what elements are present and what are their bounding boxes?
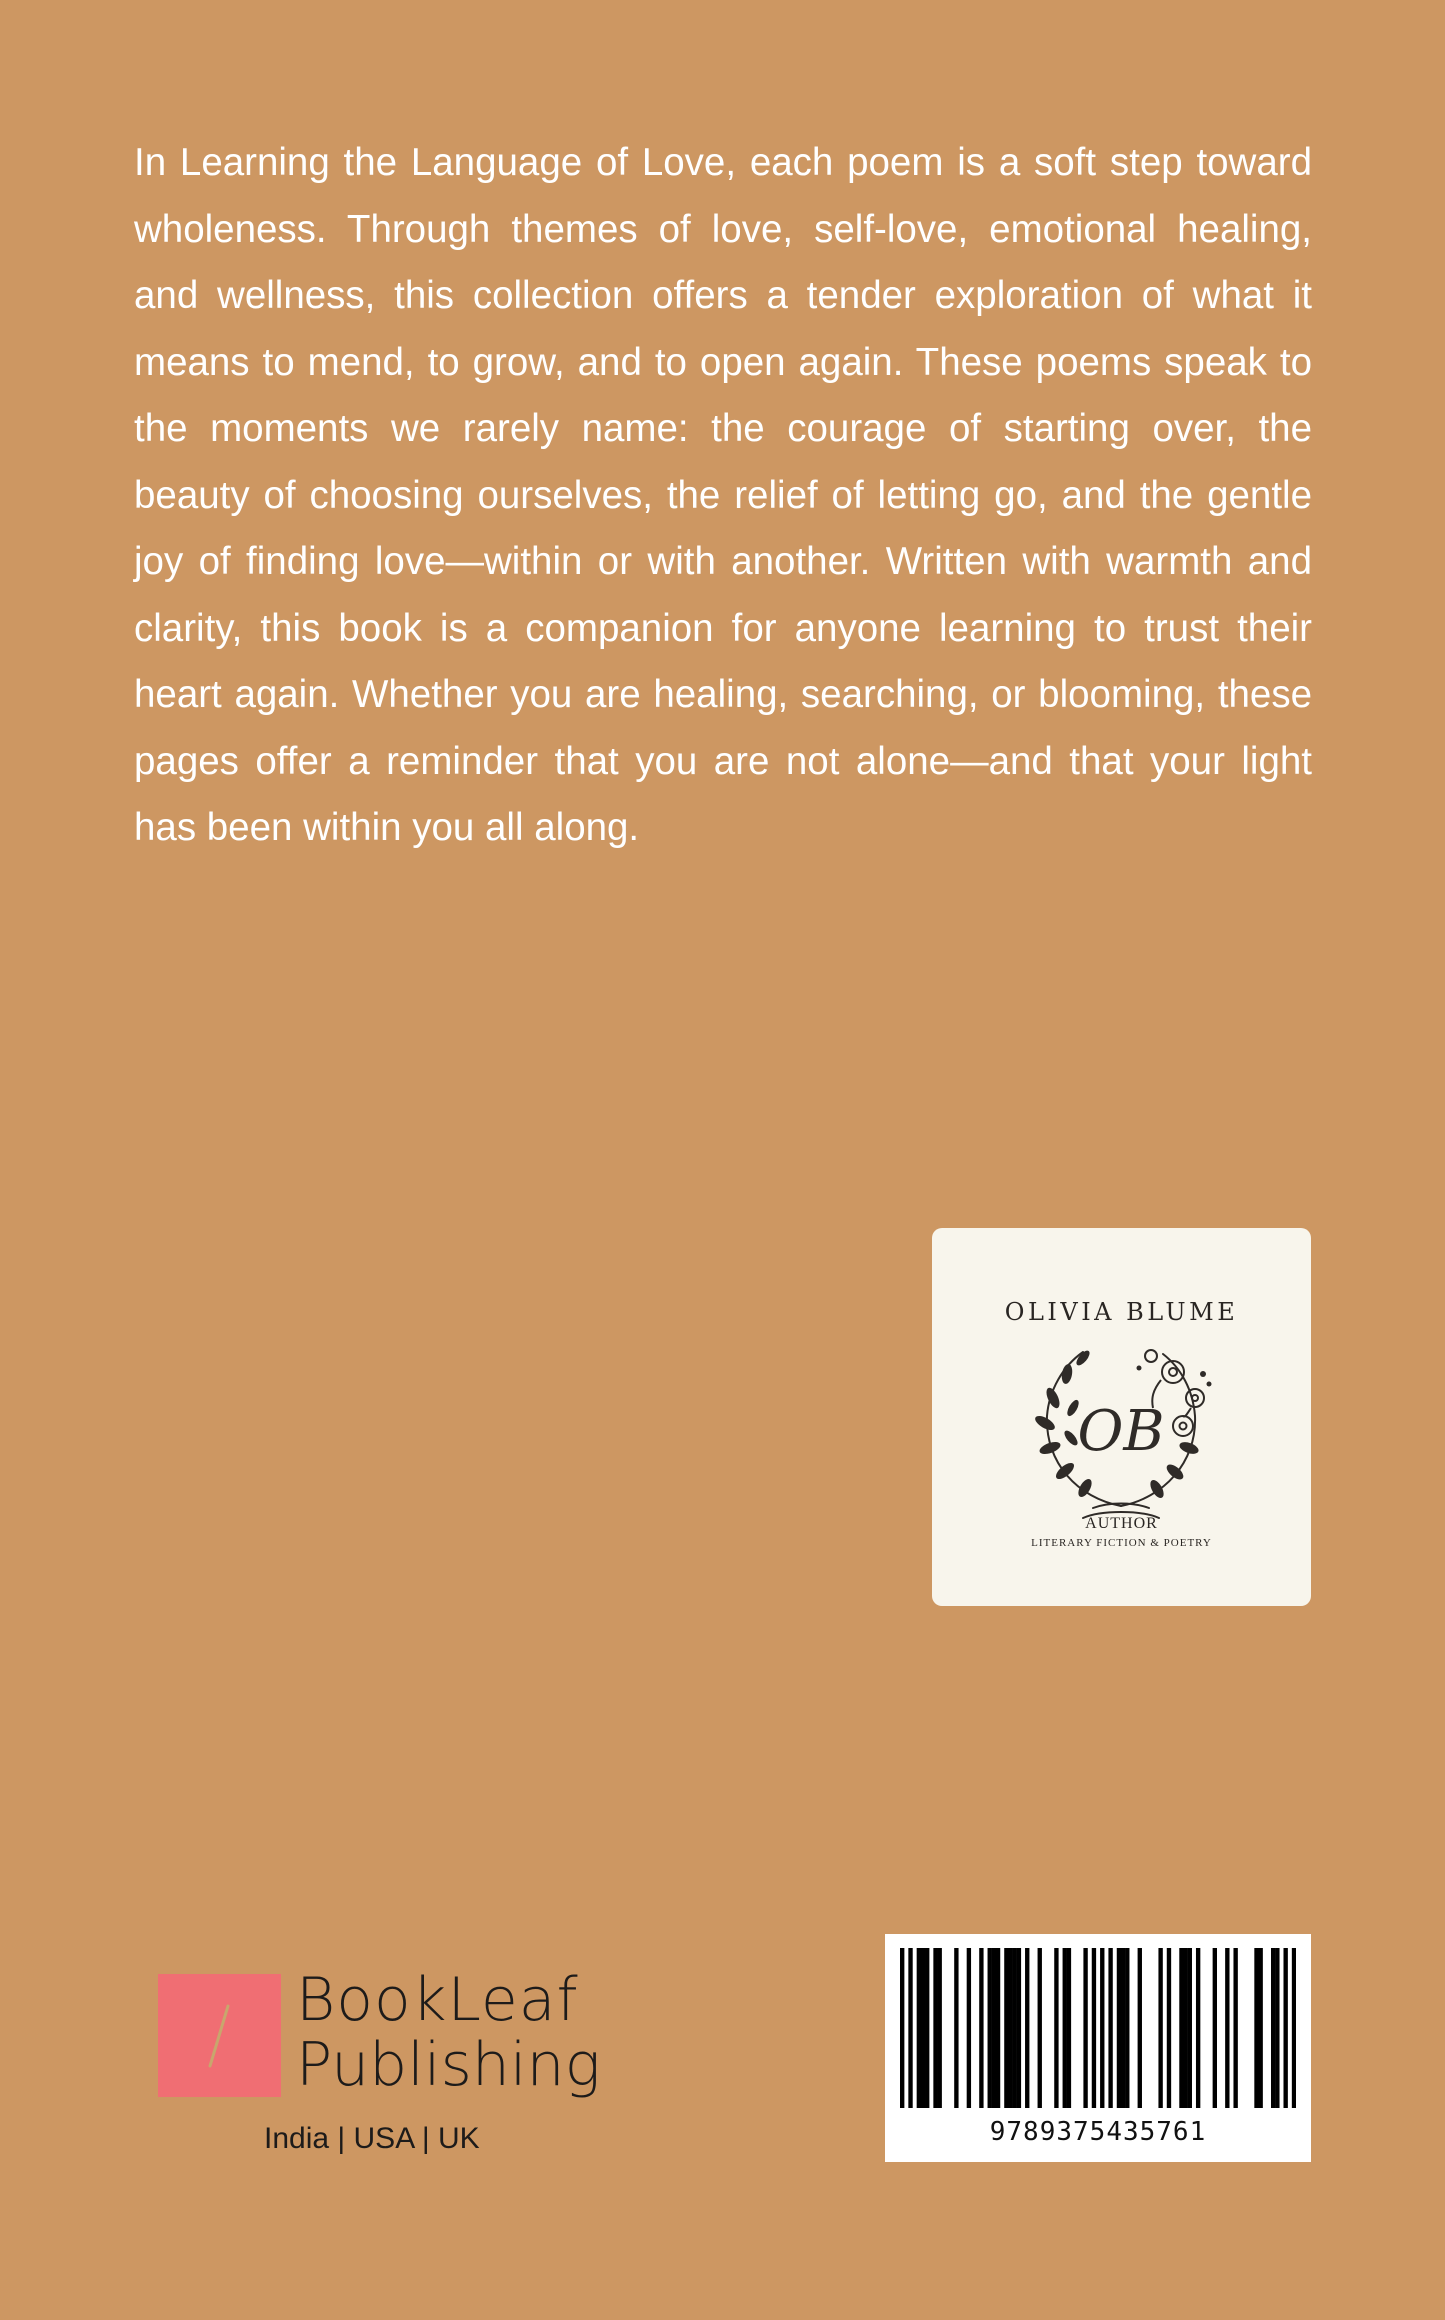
publisher-leaf-icon (158, 1974, 281, 2097)
barcode-bars (900, 1948, 1296, 2108)
barcode-bar (1213, 1948, 1217, 2108)
publisher-name-line2: Publishing (296, 2030, 601, 2100)
barcode-bar (1254, 1948, 1258, 2108)
barcode-bar (1017, 1948, 1021, 2108)
barcode-bar (1108, 1948, 1112, 2108)
barcode-bar (1013, 1948, 1017, 2108)
barcode-bar (996, 1948, 1000, 2108)
barcode-bar (1167, 1948, 1171, 2108)
barcode-bar (1158, 1948, 1162, 2108)
author-role: AUTHOR (1085, 1515, 1158, 1532)
barcode-bar (979, 1948, 983, 2108)
barcode-bar (1179, 1948, 1183, 2108)
barcode-bar (1138, 1948, 1142, 2108)
publisher-name-line1: BookLeaf (296, 1965, 579, 2035)
barcode-bar (1275, 1948, 1279, 2108)
barcode-bar (1225, 1948, 1229, 2108)
barcode-bar (1271, 1948, 1275, 2108)
barcode-bar (938, 1948, 942, 2108)
barcode-bar (925, 1948, 929, 2108)
barcode-bar (1292, 1948, 1296, 2108)
barcode-bar (1083, 1948, 1087, 2108)
barcode-bar (1025, 1948, 1029, 2108)
barcode-bar (992, 1948, 996, 2108)
barcode-bar (1008, 1948, 1012, 2108)
back-cover-blurb: In Learning the Language of Love, each poem is a soft step toward wholeness. Through themes of love, self-love, emotional healing, and wellness, this collection offers a tender exploration of what it means to mend, to grow, and to open again. These poems speak to the moments we rarely name: the courage of starting over, the beauty of choosing ourselves, the relief of letting go, and the gentle joy of finding love—within or with another. Written with warmth and clarity, this book is a companion for anyone learning to trust their heart again. Whether you are healing, searching, or blooming, these pages offer a reminder that you are not alone—and that your light has been within you all along. (134, 141, 1312, 849)
barcode-bar (1054, 1948, 1058, 2108)
author-genre: LITERARY FICTION & POETRY (1031, 1537, 1212, 1549)
floral-monogram-icon (1023, 1338, 1220, 1523)
barcode-bar (954, 1948, 958, 2108)
barcode-bar (921, 1948, 925, 2108)
barcode-bar (1004, 1948, 1008, 2108)
barcode-bar (1063, 1948, 1067, 2108)
barcode-bar (1067, 1948, 1071, 2108)
barcode-bar (933, 1948, 937, 2108)
barcode-bar (1196, 1948, 1200, 2108)
barcode-bar (900, 1948, 904, 2108)
barcode-bar (967, 1948, 971, 2108)
barcode-bar (908, 1948, 912, 2108)
barcode-bar (1092, 1948, 1096, 2108)
barcode-bar (1258, 1948, 1262, 2108)
isbn-barcode (885, 1934, 1311, 2162)
barcode-bar (1233, 1948, 1237, 2108)
barcode-bar (1117, 1948, 1121, 2108)
barcode-bar (1100, 1948, 1104, 2108)
barcode-bar (1183, 1948, 1187, 2108)
barcode-bar (1121, 1948, 1125, 2108)
barcode-bar (917, 1948, 921, 2108)
publisher-regions: India | USA | UK (264, 2122, 480, 2155)
barcode-bar (1038, 1948, 1042, 2108)
barcode-bar (988, 1948, 992, 2108)
barcode-bar (1283, 1948, 1287, 2108)
isbn-number: 9789375435761 (989, 2117, 1207, 2147)
barcode-bar (1125, 1948, 1129, 2108)
publisher-logo (158, 1964, 618, 2164)
monogram-text: OB (1077, 1399, 1165, 1464)
barcode-bar (1188, 1948, 1192, 2108)
author-name: OLIVIA BLUME (1004, 1298, 1239, 1326)
author-logo-card (932, 1228, 1311, 1606)
